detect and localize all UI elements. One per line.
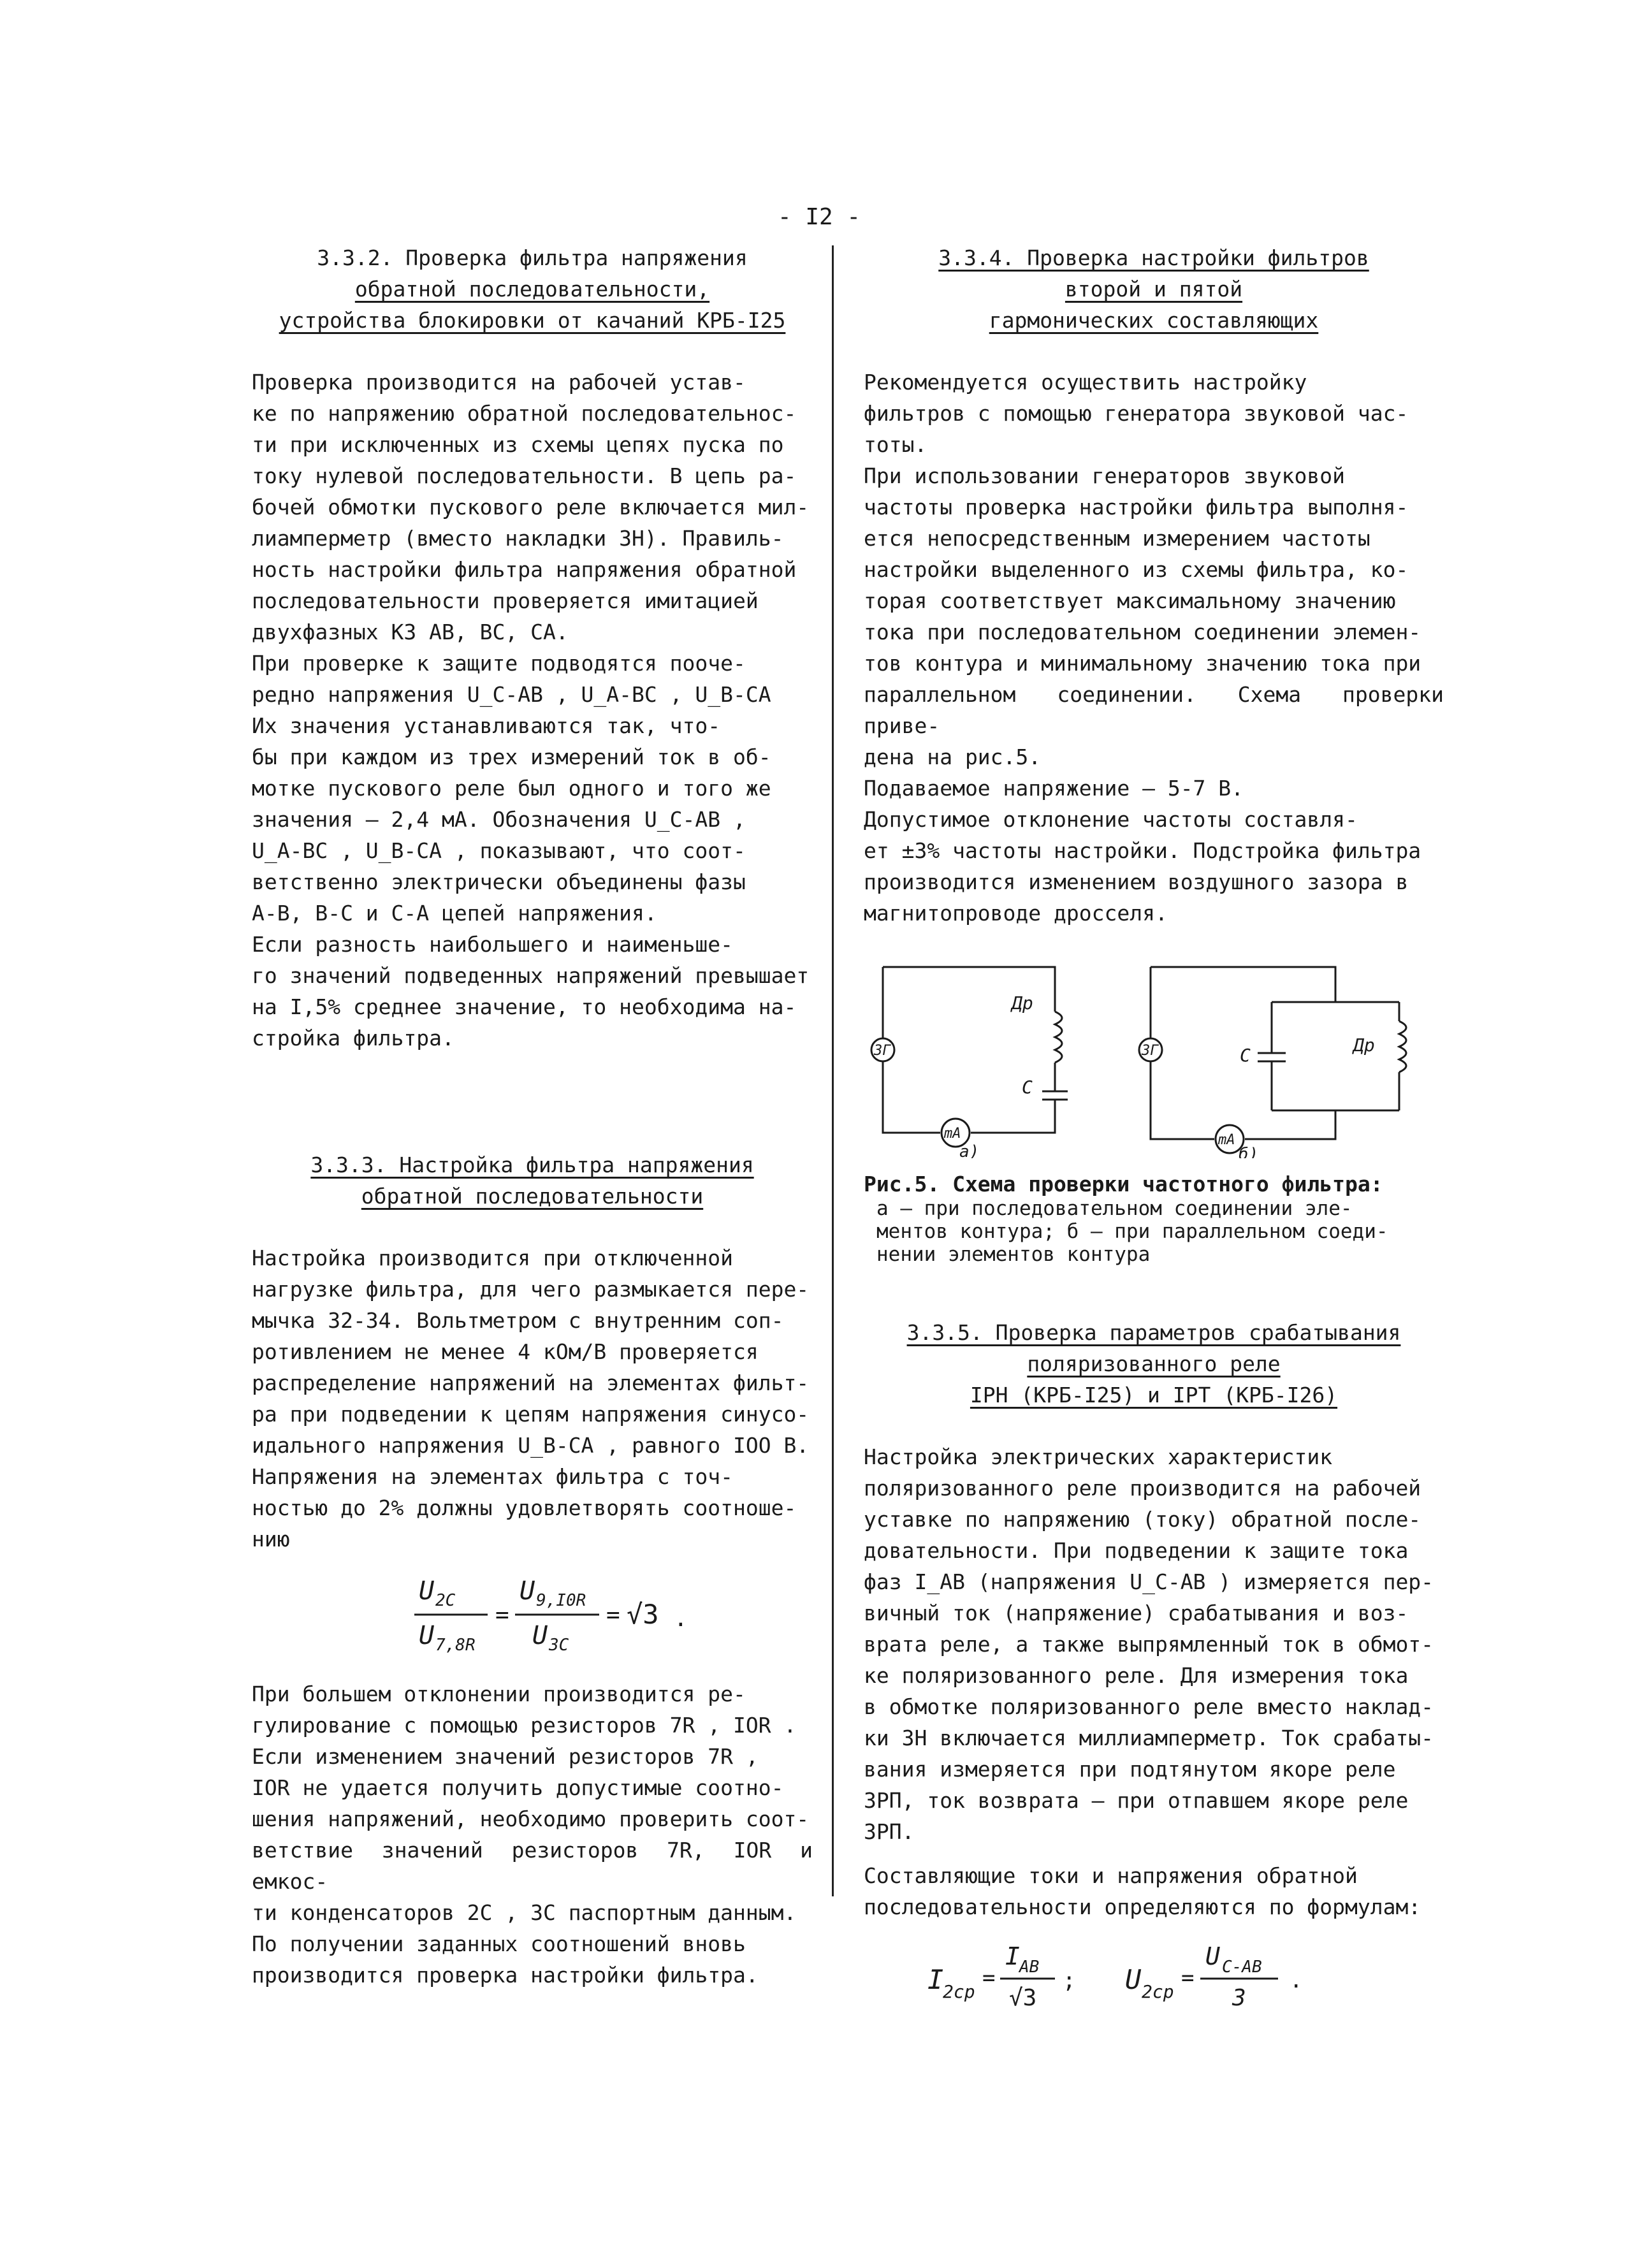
paragraph: Их значения устанавливаются так, что- бы при каждом из трех измерений ток в об- мотке пускового реле был одного и того же значения – 2,4 мА. Обозначения U_C-AB , U_A-BC , U_B-CA , показывают, что соот- ветственно электрически объединены фазы А-В, В-С и С-А цепей напряжения. xyxy=(252,713,771,926)
formula-u-lhs: U xyxy=(1125,1964,1142,1995)
milliammeter-label-a: mA xyxy=(944,1126,961,1142)
figure-caption xyxy=(864,1172,1444,1266)
svg-text:.: . xyxy=(674,1606,688,1632)
page-number: - I2 - xyxy=(777,204,861,230)
column-divider xyxy=(832,245,834,1896)
right-column xyxy=(864,242,1444,2033)
formula-i-num-sub: AB xyxy=(1019,1958,1040,1977)
figure-caption-body: а – при последовательном соединении эле- ментов контура; б – при параллельном соеди- нении элементов контура xyxy=(876,1197,1388,1266)
paragraph: Подаваемое напряжение – 5-7 В. xyxy=(864,776,1244,801)
section-3-3-3-heading xyxy=(252,1149,813,1212)
voltage-ratio-formula xyxy=(252,1569,813,1664)
formula-i-den: √3 xyxy=(1009,1985,1037,2011)
svg-text:.: . xyxy=(1290,1968,1303,1993)
formula-den2-sub: 3C xyxy=(549,1636,569,1655)
capacitor-label-b: C xyxy=(1240,1045,1251,1066)
formula-den1: U xyxy=(419,1621,435,1650)
milliammeter-label-b: mA xyxy=(1218,1132,1235,1148)
generator-label-b: ЗГ xyxy=(1142,1043,1159,1059)
formula-num1: U xyxy=(419,1576,435,1606)
formula-u-num: U xyxy=(1205,1942,1220,1970)
formula-i-lhs: I xyxy=(927,1964,944,1995)
formula-den2: U xyxy=(532,1621,548,1650)
paragraph: При использовании генераторов звуковой частоты проверка настройки фильтра выполня- ется непосредственным измерением частоты настройки выделенного из схемы фильтра, ко- торая соответствует максимальному значению тока при последовательном соединении элемен- тов контура и минимальному значению тока при параллельном соединении. Схема проверки приве- дена на рис.5. xyxy=(864,463,1444,769)
svg-text:=: = xyxy=(495,1602,509,1628)
heading-line: обратной последовательности xyxy=(361,1184,704,1209)
svg-text:=: = xyxy=(982,1965,996,1991)
subfigure-a-label: а) xyxy=(959,1142,980,1158)
paragraph: Составляющие токи и напряжения обратной последовательности определяются по формулам: xyxy=(864,1863,1421,1919)
svg-text:=: = xyxy=(606,1602,620,1628)
paragraph: При большем отклонении производится ре- гулирование с помощью резисторов 7R , IOR . xyxy=(252,1682,797,1738)
heading-line: устройства блокировки от качаний КРБ-I25 xyxy=(279,308,786,333)
paragraph: Рекомендуется осуществить настройку фильтров с помощью генератора звуковой час- тоты. xyxy=(864,370,1409,457)
formula-u-num-sub: C-AB xyxy=(1222,1958,1262,1977)
section-3-3-2-heading xyxy=(252,242,813,336)
svg-text:;: ; xyxy=(1063,1968,1076,1993)
figure-5 xyxy=(864,954,1444,1266)
capacitor-label-a: C xyxy=(1022,1077,1033,1098)
heading-line: гармонических составляющих xyxy=(989,308,1319,333)
filter-test-circuit-diagram xyxy=(864,954,1437,1158)
negative-sequence-formulas xyxy=(864,1937,1444,2019)
paragraph: Если разность наибольшего и наименьше- го значений подведенных напряжений превышает на I,5% среднее значение, то необходима на- стройка фильтра. xyxy=(252,932,810,1050)
heading-line: обратной последовательности, xyxy=(354,277,710,302)
figure-caption-title: Рис.5. Схема проверки частотного фильтра: xyxy=(864,1172,1383,1196)
formula-i-lhs-sub: 2cp xyxy=(943,1981,975,2002)
inductor-label-b: Др xyxy=(1353,1035,1375,1056)
heading-line: второй и пятой xyxy=(1065,277,1243,302)
paragraph: Настройка производится при отключенной нагрузке фильтра, для чего размыкается пере- мычка 32-34. Вольтметром с внутренним соп- ротивлением не менее 4 кОм/В проверяется распределение напряжений на элементах фильт- ра при подведении к цепям напряжения синусо- идального напряжения U_B-CA , равного IOO В. xyxy=(252,1246,810,1458)
heading-line: 3.3.3. Настройка фильтра напряжения xyxy=(310,1152,754,1177)
formula-u-den: 3 xyxy=(1232,1985,1246,2011)
svg-text:=: = xyxy=(1181,1965,1195,1991)
paragraph: Напряжения на элементах фильтра с точ- ностью до 2% должны удовлетворять соотноше- нию xyxy=(252,1464,797,1552)
heading-line: поляризованного реле xyxy=(1027,1351,1281,1376)
paragraph: Если изменением значений резисторов 7R , IOR не удается получить допустимые соотно- шения напряжений, необходимо проверить соот- ветствие значений резисторов 7R, IOR и емкос- ти конденсаторов 2C , 3C паспортным данным. xyxy=(252,1744,813,1925)
paragraph: По получении заданных соотношений вновь производится проверка настройки фильтра. xyxy=(252,1931,759,1988)
paragraph: При проверке к защите подводятся поoче- редно напряжения U_C-AB , U_A-BC , U_B-CA xyxy=(252,651,771,707)
heading-line: 3.3.5. Проверка параметров срабатывания xyxy=(906,1320,1401,1345)
section-3-3-4-heading xyxy=(864,242,1444,336)
inductor-label-a: Др xyxy=(1012,992,1033,1014)
formula-num1-sub: 2C xyxy=(435,1591,456,1610)
heading-line: 3.3.2. Проверка фильтра напряжения xyxy=(317,245,748,270)
generator-label-a: ЗГ xyxy=(874,1043,891,1059)
paragraph: Настройка электрических характеристик поляризованного реле производится на рабочей уставке по напряжению (току) обратной после- довательности. При подведении к защите тока фаз I_AB (напряжения U_C-AB ) измеряется пер- вичный ток (напряжение) срабатывания и воз- врата реле, а также выпрямленный ток в обмот- ке поляризованного реле. Для измерения тока в обмотке поляризованного реле вместо наклад- ки 3Н включается миллиамперметр. Ток срабаты- вания измеряется при подтянутом якоре реле 3РП, ток возврата – при отпавшем якоре реле 3РП. xyxy=(864,1444,1434,1844)
paragraph: Проверка производится на рабочей устав- ке по напряжению обратной последовательнос- ти при исключенных из схемы цепях пуска по току нулевой последовательности. В цепь ра- бочей обмотки пускового реле включается мил- лиамперметр (вместо накладки 3Н). Правиль- ность настройки фильтра напряжения обратной последовательности проверяется имитацией двухфазных КЗ АВ, ВС, СА. xyxy=(252,370,810,644)
formula-num2-sub: 9,I0R xyxy=(536,1591,586,1610)
formula-den1-sub: 7,8R xyxy=(435,1636,476,1655)
formula-i-num: I xyxy=(1005,1942,1020,1970)
formula-rhs: √3 xyxy=(627,1599,659,1630)
heading-line: IРН (КРБ-I25) и IРТ (КРБ-I26) xyxy=(970,1383,1338,1407)
left-column xyxy=(252,242,813,1991)
formula-u-lhs-sub: 2cp xyxy=(1142,1981,1174,2002)
formula-num2: U xyxy=(520,1576,535,1606)
subfigure-b-label: б) xyxy=(1239,1145,1259,1158)
paragraph: Допустимое отклонение частоты составля- ет ±3% частоты настройки. Подстройка фильтра производится изменением воздушного зазора в магнитопроводе дросселя. xyxy=(864,807,1421,926)
heading-line: 3.3.4. Проверка настройки фильтров xyxy=(938,245,1369,270)
section-3-3-5-heading xyxy=(864,1317,1444,1411)
